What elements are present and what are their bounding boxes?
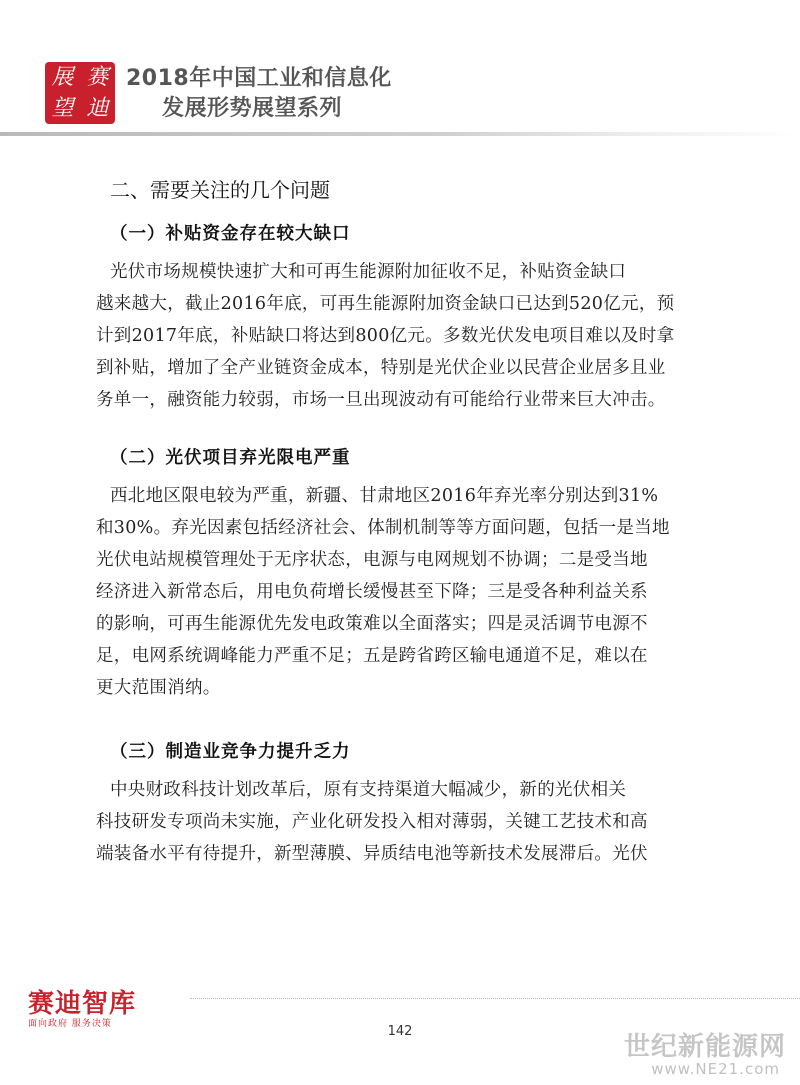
subsection-heading-1: （一）补贴资金存在较大缺口 [110,224,351,244]
paragraph-line: 中央财政科技计划改革后，原有支持渠道大幅减少，新的光伏相关 [110,780,627,800]
series-title-line1: 2018年中国工业和信息化 [126,66,392,91]
paragraph-line: 经济进入新常态后，用电负荷增长缓慢甚至下降；三是受各种利益关系 [96,582,648,602]
paragraph-line: 西北地区限电较为严重，新疆、甘肃地区2016年弃光率分别达到31% [110,486,659,506]
paragraph-line: 的影响，可再生能源优先发电政策难以全面落实；四是灵活调节电源不 [96,614,648,634]
series-title-line2: 发展形势展望系列 [162,96,343,121]
paragraph-line: 越来越大，截止2016年底，可再生能源附加资金缺口已达到520亿元，预 [96,294,675,314]
paragraph-line: 和30%。弃光因素包括经济社会、体制机制等等方面问题，包括一是当地 [96,518,670,538]
subsection-heading-3: （三）制造业竞争力提升乏力 [110,742,351,762]
series-title [126,64,392,124]
paragraph-line: 到补贴，增加了全产业链资金成本，特别是光伏企业以民营企业居多且业 [96,358,666,378]
ccid-think-tank-logo: 赛迪智库 [28,989,137,1019]
paragraph-2 [96,480,700,704]
section-heading: 二、需要关注的几个问题 [110,178,330,202]
footer-tagline: 面向政府 服务决策 [28,1019,112,1029]
paragraph-line: 务单一，融资能力较弱，市场一旦出现波动有可能给行业带来巨大冲击。 [96,390,666,410]
paragraph-line: 端装备水平有待提升，新型薄膜、异质结电池等新技术发展滞后。光伏 [96,844,648,864]
paragraph-line: 更大范围消纳。 [96,678,221,698]
paragraph-line: 计到2017年底，补贴缺口将达到800亿元。多数光伏发电项目难以及时拿 [96,326,675,346]
paragraph-line: 光伏市场规模快速扩大和可再生能源附加征收不足，补贴资金缺口 [110,262,627,282]
paragraph-line: 光伏电站规模管理处于无序状态，电源与电网规划不协调；二是受当地 [96,550,648,570]
ccid-seal-logo: 展 赛 望 迪 [45,62,115,124]
paragraph-1 [96,256,700,416]
watermark-text: 世纪新能源网 [623,1032,786,1062]
subsection-heading-2: （二）光伏项目弃光限电严重 [110,448,351,468]
header-divider [0,132,800,136]
paragraph-3 [96,774,700,870]
page-header [0,0,800,140]
paragraph-line: 足，电网系统调峰能力严重不足；五是跨省跨区输电通道不足，难以在 [96,646,648,666]
paragraph-line: 科技研发专项尚未实施，产业化研发投入相对薄弱，关键工艺技术和高 [96,812,648,832]
page-number: 142 [387,1024,413,1039]
footer-divider [190,998,800,1000]
watermark-url: www.NE21.com [651,1060,780,1078]
